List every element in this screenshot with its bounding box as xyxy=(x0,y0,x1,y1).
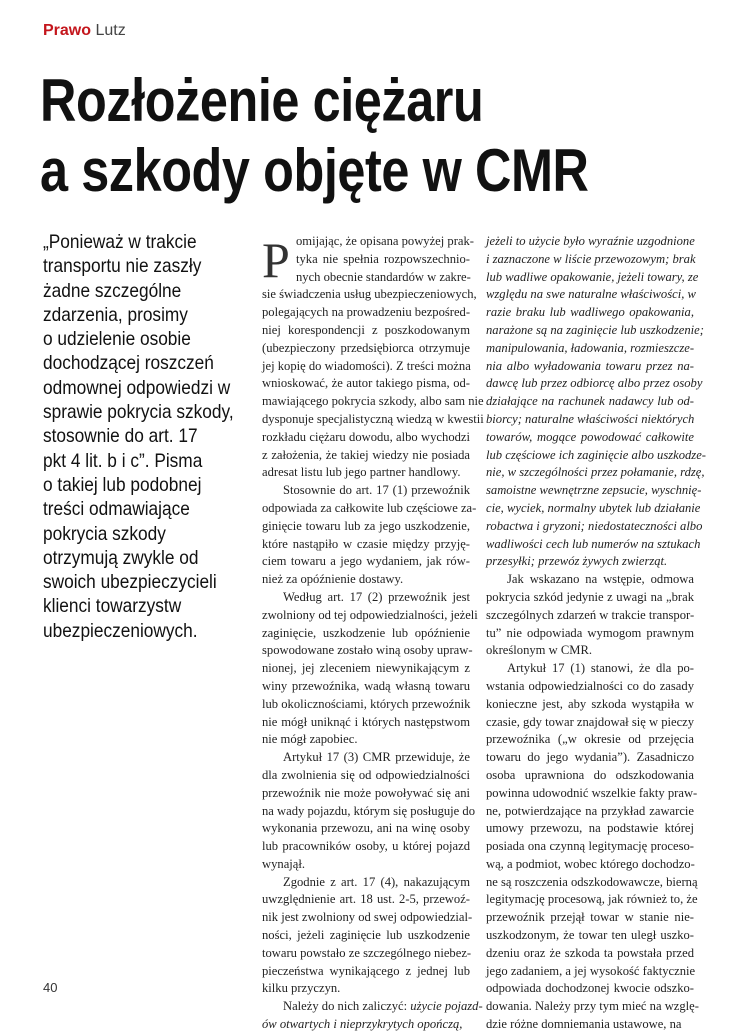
col2-line: kilku przyczyn. xyxy=(262,981,341,996)
col3-line: działające na rachunek nadawcy lub od- xyxy=(486,394,694,409)
title-line-1: Rozłożenie ciężaru xyxy=(40,67,484,134)
col2-line: tyka nie spełnia rozpowszechnio- xyxy=(296,251,470,266)
lead-line: zdarzenia, prosimy xyxy=(43,304,188,326)
lead-line: o takiej lub podobnej xyxy=(43,474,202,496)
col3-line: lub częściowe ich zaginięcie albo uszkodze- xyxy=(486,447,706,462)
col2-line: odpowiada za całkowite lub częściowe za- xyxy=(262,500,477,515)
col3-line: nie, w szczególności przez połamanie, rdzę, xyxy=(486,465,705,480)
col2-line: przewoźnik nie może powoływać się ani xyxy=(262,785,470,800)
col2-line: uwzględnienie art. 18 ust. 2-5, przewoź- xyxy=(262,892,470,907)
page-number: 40 xyxy=(43,980,58,995)
lead-line: pokrycia szkody xyxy=(43,523,166,545)
col2-line: Należy do nich zaliczyć: użycie pojazd- xyxy=(283,999,483,1014)
col3-line: dawcę lub przez odbiorcę albo przez osoby xyxy=(486,376,703,391)
col3-line: tu” nie odpowiada wymogom prawnym xyxy=(486,625,694,640)
col3-line: wą, a podmiot, wobec którego dochodzo- xyxy=(486,856,695,871)
col3-line: przesyłki; przewóz żywych zwierząt. xyxy=(486,554,668,569)
body-column-1 xyxy=(262,233,484,1034)
lead-line: „Ponieważ w trakcie xyxy=(43,232,197,253)
col2-line: rozkładu ciężaru dowodu, albo wychodzi xyxy=(262,429,470,444)
col2-line: wynajął. xyxy=(262,856,306,871)
col2-line: sie świadczenia usług ubezpieczeniowych, xyxy=(262,287,477,302)
col3-line: szczególnych zdarzeń w trakcie transpor- xyxy=(486,607,695,622)
col2-line: ności, jeżeli zaginięcie lub uszkodzenie xyxy=(262,928,470,943)
col3-line: jeżeli to użycie było wyraźnie uzgodnione xyxy=(486,234,695,248)
col3-line: uszkodzonym, że towar ten uległ uszko- xyxy=(486,928,694,943)
lead-line: treści odmawiające xyxy=(43,499,190,521)
col2-line: nionej, jej zleceniem niewynikającym z xyxy=(262,661,470,676)
col2-line: nych obecnie standardów w zakre- xyxy=(296,269,471,284)
col3-line: określonym w CMR. xyxy=(486,643,593,658)
col2-line: nik jest zwolniony od swej odpowiedzial- xyxy=(262,910,473,925)
col3-line: czasie, gdy towar znajdował się w pieczy xyxy=(486,714,695,729)
col3-line: samoistne wewnętrzne zepsucie, wyschnię- xyxy=(486,483,702,498)
col3-line: razie braku lub wadliwego opakowania, xyxy=(486,305,694,320)
col2-line: zaginięcie, uszkodzenie lub opóźnienie xyxy=(262,625,470,640)
lead-line: o udzielenie osobie xyxy=(43,329,191,351)
article-title xyxy=(40,66,611,206)
col3-line: dzie różne domniemania ustawowe, na xyxy=(486,1017,682,1032)
col2-line: które nastąpiło w czasie między przyję- xyxy=(262,536,470,551)
col3-line: posiada ona czynną legitymację proceso- xyxy=(486,839,694,854)
lead-line: żadne szczególne xyxy=(43,280,182,302)
lead-line: sprawie pokrycia szkody, xyxy=(43,402,234,424)
section-label: Prawo xyxy=(43,22,92,39)
col3-line: ne, potwierdzające na przykład zawarcie xyxy=(486,803,694,818)
col2-line: spowodowane zostało winą osoby upraw- xyxy=(262,643,473,658)
col3-line: wstania odpowiedzialności co do zasady xyxy=(486,678,694,693)
lead-paragraph xyxy=(43,231,258,644)
col3-line: towaru do jego wydania”). Zasadniczo xyxy=(486,750,694,765)
col2-line: ów otwartych i nieprzykrytych opończą, xyxy=(262,1017,463,1032)
col3-line: konieczne jest, aby szkoda wystąpiła w xyxy=(486,696,694,711)
col3-line: Jak wskazano na wstępie, odmowa xyxy=(507,572,694,587)
col3-line: pokrycia szkód jedynie z uwagi na „brak xyxy=(486,589,694,604)
col3-line: biorcy; naturalne właściwości niektórych xyxy=(486,411,695,426)
col3-line: jego zadaniem, a jej wysokość faktycznie xyxy=(486,963,696,978)
col2-line: nie mógł uniknąć i których następstwom xyxy=(262,714,470,729)
col2-line: Artykuł 17 (3) CMR przewiduje, że xyxy=(283,750,470,765)
col3-line: umowy przewozu, na podstawie której xyxy=(486,821,694,836)
col3-line: robactwa i gryzoni; niedostateczności albo xyxy=(486,518,703,533)
col2-line: nież za opóźnienie dostawy. xyxy=(262,572,404,587)
col2-line: lub okolicznościami, których przewoźnik xyxy=(262,696,471,711)
col3-line: towarów, mogące powodować całkowite xyxy=(486,429,694,444)
col2-line: na wady pojazdu, którym się posługuje do xyxy=(262,803,476,818)
col2-line: pieczeństwa wynikającego z jednej lub xyxy=(262,963,470,978)
col2-line: wnioskować, że autor takiego pisma, od- xyxy=(262,376,470,391)
col2-line: wykonania przewozu, ani na winę osoby xyxy=(262,821,470,836)
col3-line: ne są roszczenia odszkodowawcze, bierną xyxy=(486,874,698,889)
col3-line: przewoźnik przejął towar w stanie nie- xyxy=(486,910,694,925)
col3-line: cie, wyciek, normalny ubytek lub działanie xyxy=(486,500,701,515)
col2-line: polegających na prowadzeniu bezpośred- xyxy=(262,305,471,320)
lead-line: odmownej odpowiedzi w xyxy=(43,377,231,399)
body-column-2 xyxy=(486,233,706,1034)
col3-line: odpowiada dochodzonej kwocie odszko- xyxy=(486,981,694,996)
lead-line: klienci towarzystw xyxy=(43,596,182,618)
col2-line: jej kopię do wiadomości). Z treści można xyxy=(262,358,471,373)
col2-line: (ubezpieczony przedsiębiorca otrzymuje xyxy=(262,340,470,355)
drop-cap: P xyxy=(262,232,290,288)
lead-line: pkt 4 lit. b i c”. Pisma xyxy=(43,450,203,472)
col2-line: mawiającego pokrycia szkody, albo sam nie xyxy=(262,394,484,409)
col3-line: lub wadliwe opakowanie, jeżeli towary, ze xyxy=(486,269,699,284)
col2-line: dysponuje specjalistyczną wiedzą w kwestii xyxy=(262,411,484,426)
col3-line: względu na swe naturalne właściwości, w xyxy=(486,287,696,302)
col2-line: omijając, że opisana powyżej prak- xyxy=(296,234,474,248)
col3-line: narażone są na zaginięcie lub uszkodzenie; xyxy=(486,322,704,337)
col2-line: winy przewoźnika, wadą własną towaru xyxy=(262,678,470,693)
col3-line: dowania. Należy przy tym mieć na wzglę- xyxy=(486,999,699,1014)
author-label: Lutz xyxy=(95,22,126,39)
col2-line: Zgodnie z art. 17 (4), nakazującym xyxy=(283,874,470,889)
lead-line: transportu nie zaszły xyxy=(43,256,202,278)
lead-line: otrzymują zwykle od xyxy=(43,547,199,569)
col2-line: ginięcie towaru lub za jego uszkodzenie, xyxy=(262,518,470,533)
lead-line: swoich ubezpieczycieli xyxy=(43,572,217,594)
col3-line: legitymację procesową, jak również to, że xyxy=(486,892,698,907)
col3-line: przewoźnika („w okresie od przejęcia xyxy=(486,732,694,747)
title-line-2: a szkody objęte w CMR xyxy=(40,137,589,204)
col3-line: osoba uprawniona do odszkodowania xyxy=(486,767,694,782)
col2-line: z założenia, że takiej wiedzy nie posiada xyxy=(262,447,470,462)
col2-line: adresat listu lub jego partner handlowy. xyxy=(262,465,461,480)
col2-line: dla zwolnienia się od odpowiedzialności xyxy=(262,767,470,782)
col2-line: niej korespondencji z poszkodowanym xyxy=(262,322,470,337)
lead-line: stosownie do art. 17 xyxy=(43,426,198,448)
section-header xyxy=(43,21,126,41)
col2-line: lub pracowników osoby, u której pojazd xyxy=(262,839,470,854)
col2-line: Według art. 17 (2) przewoźnik jest xyxy=(283,589,470,604)
col2-line: nie mógł zapobiec. xyxy=(262,732,358,747)
col3-line: nia albo wyładowania towaru przez na- xyxy=(486,358,694,373)
col2-line: towaru powstało ze szczególnego niebez- xyxy=(262,945,472,960)
lead-line: ubezpieczeniowych. xyxy=(43,620,198,642)
lead-line: dochodzącej roszczeń xyxy=(43,353,214,375)
col3-line: wadliwości cech lub numerów na sztukach xyxy=(486,536,701,551)
col3-line: powinna udowodnić wszelkie fakty praw- xyxy=(486,785,698,800)
col2-line: zwolniony od tej odpowiedzialności, jeżeli xyxy=(262,607,478,622)
col3-line: i zaznaczone w liście przewozowym; brak xyxy=(486,251,696,266)
col2-line: ciem towaru a jego wydaniem, jak rów- xyxy=(262,554,470,569)
col3-line: manipulowania, ładowania, rozmieszcze- xyxy=(486,340,695,355)
col3-line: dzeniu oraz że szkoda ta powstała przed xyxy=(486,945,694,960)
col2-line: Stosownie do art. 17 (1) przewoźnik xyxy=(283,483,470,498)
col3-line: Artykuł 17 (1) stanowi, że dla po- xyxy=(507,661,694,676)
